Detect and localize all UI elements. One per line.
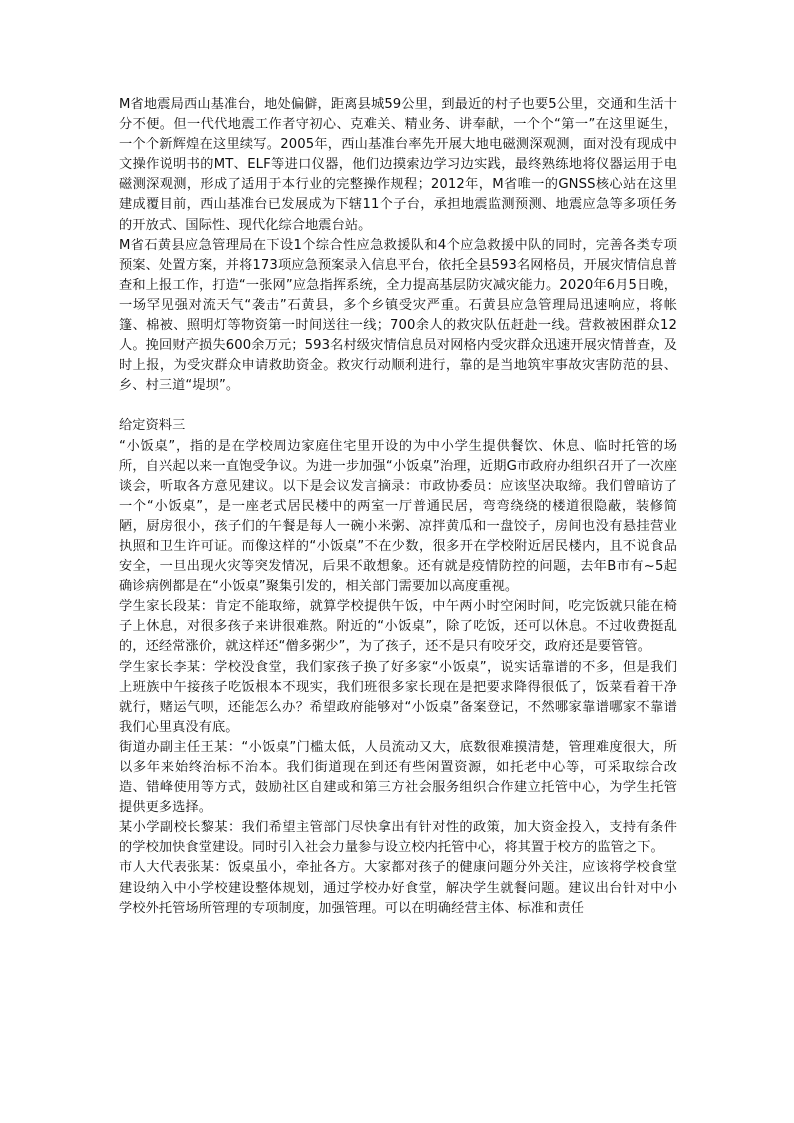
paragraph-emergency-bureau: M省石黄县应急管理局在下设1个综合性应急救援队和4个应急救援中队的同时，完善各类专项预案、处置方案，并将173项应急预案录入信息平台，依托全县593名网格员，开展灾情信息普查和上报工作，打造“一张网”应急指挥系统，全力提高基层防灾减灾能力。2020年6月5日晚，一场罕见强对流天气“袭击”石黄县，多个乡镇受灾严重。石黄县应急管理局迅速响应，将帐篷、棉被、照明灯等物资第一时间送往一线；700余人的救灾队伍赶赴一线。营救被困群众12人。挽回财产损失600余万元；593名村级灾情信息员对网格内受灾群众迅速开展灾情普查，及时上报，为受灾群众申请救助资金。救灾行动顺利进行，靠的是当地筑牢事故灾害防范的县、乡、村三道“堤坝”。 (119, 237, 677, 394)
paragraph-seismic-station: M省地震局西山基准台，地处偏僻，距离县城59公里，到最近的村子也要5公里，交通和生活十分不便。但一代代地震工作者守初心、克难关、精业务、讲奉献，一个个“第一”在这里诞生，一个个新辉煌在这里续写。2005年，西山基准台率先开展大地电磁测深观测，面对没有现成中文操作说明书的MT、ELF等进口仪器，他们边摸索边学习边实践，最终熟练地将仪器运用于电磁测深观测，形成了适用于本行业的完整操作规程；2012年，M省唯一的GNSS核心站在这里建成覆目前，西山基准台已发展成为下辖11个子台，承担地震监测预测、地震应急等多项任务的开放式、国际性、现代化综合地震台站。 (119, 97, 677, 233)
paragraph-parent-duan: 学生家长段某：肯定不能取缔，就算学校提供午饭，中午两小时空闲时间，吃完饭就只能在椅子上休息，对很多孩子来讲很难熬。附近的“小饭桌”，除了吃饭，还可以休息。不过收费挺乱的，还经常涨价，就这样还“僧多粥少”，为了孩子，还不是只有咬牙交，政府还是要管管。 (119, 599, 677, 655)
paragraph-parent-li: 学生家长李某：学校没食堂，我们家孩子换了好多家“小饭桌”，说实话靠谱的不多，但是我们上班族中午接孩子吃饭根本不现实，我们班很多家长现在是把要求降得很低了，饭菜看着干净就行，赌运气呗，还能怎么办？希望政府能够对“小饭桌”备案登记，不然哪家靠谱哪家不靠谱我们心里真没有底。 (119, 659, 677, 735)
paragraph-subdistrict-wang: 街道办副主任王某：“小饭桌”门槛太低，人员流动又大，底数很难摸清楚，管理难度很大，所以多年来始终治标不治本。我们街道现在到还有些闲置资源，如托老中心等，可采取综合改造、错峰使用等方式，鼓励社区自建或和第三方社会服务组织合作建立托管中心，为学生托管提供更多选择。 (119, 739, 677, 816)
blank-line (119, 396, 677, 416)
paragraph-vice-principal-li: 某小学副校长黎某：我们希望主管部门尽快拿出有针对性的政策，加大资金投入，支持有条件的学校加快食堂建设。同时引入社会力量参与设立校内托管中心，将其置于校方的监管之下。 (119, 820, 677, 856)
paragraph-deputy-zhang: 市人大代表张某：饭桌虽小，牵扯各方。大家都对孩子的健康问题分外关注，应该将学校食堂建设纳入中小学校建设整体规划，通过学校办好食堂，解决学生就餐问题。建议出台针对中小学校外托管场所管理的专项制度，加强管理。可以在明确经营主体、标准和责任 (119, 860, 677, 916)
paragraph-small-dining-table: “小饭桌”，指的是在学校周边家庭住宅里开设的为中小学生提供餐饮、休息、临时托管的场所，自兴起以来一直饱受争议。为进一步加强“小饭桌”治理，近期G市政府办组织召开了一次座谈会，听取各方意见建议。以下是会议发言摘录：市政协委员：应该坚决取缔。我们曾暗访了一个“小饭桌”，是一座老式居民楼中的两室一厅普通民居，弯弯绕绕的楼道很隐蔽，装修简陋，厨房很小，孩子们的午餐是每人一碗小米粥、凉拌黄瓜和一盘饺子，房间也没有悬挂营业执照和卫生许可证。而像这样的“小饭桌”不在少数，很多开在学校附近居民楼内，且不说食品安全，一旦出现火灾等突发情况，后果不敢想象。还有就是疫情防控的问题，去年B市有~5起确诊病例都是在“小饭桌”聚集引发的，相关部门需要加以高度重视。 (119, 438, 677, 595)
section-heading: 给定资料三 (119, 418, 186, 434)
document-body (119, 95, 677, 919)
